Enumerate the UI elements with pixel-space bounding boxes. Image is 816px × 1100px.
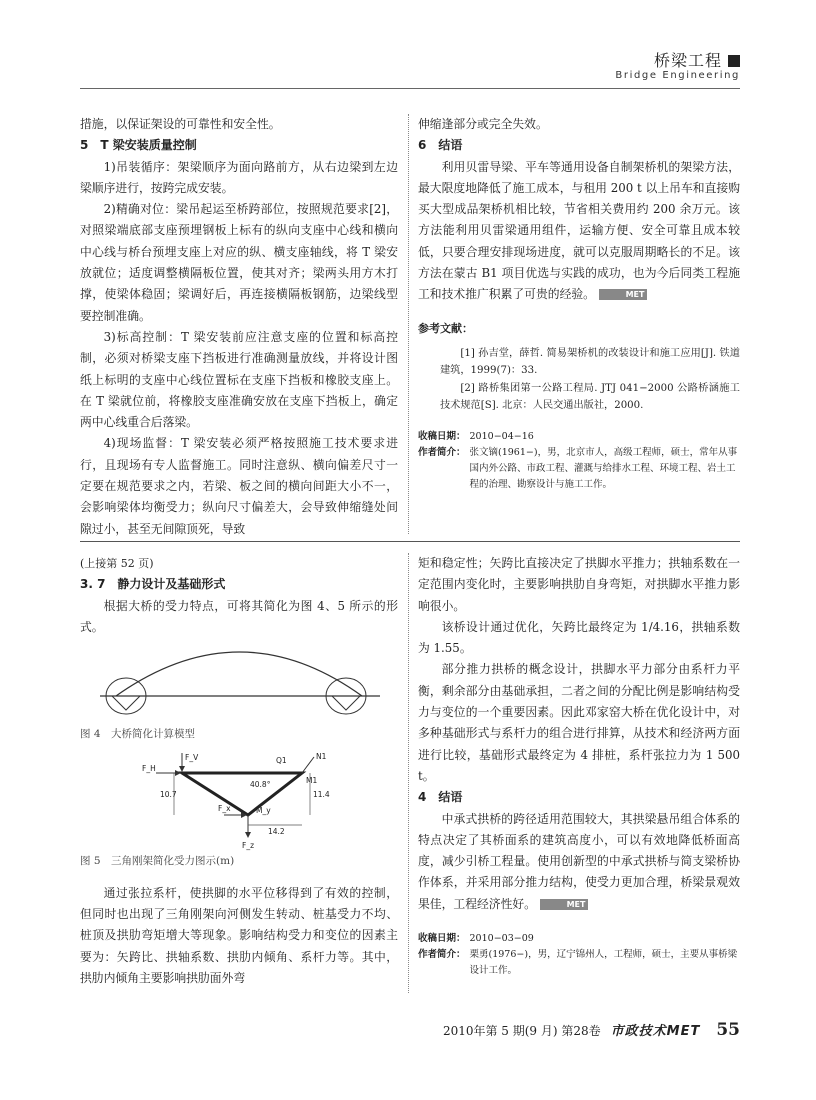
article-separator [80,541,740,542]
label-n1: N1 [316,752,327,762]
left-tri-frame [112,696,140,710]
top-left-column [80,114,398,540]
article-meta [418,429,740,493]
force-line-n1 [302,757,314,773]
label-fv: F_V [185,753,199,763]
bottom-left-column [80,553,398,989]
section-heading-3-7: 3. 7 静力设计及基础形式 [80,577,226,592]
article-meta [418,931,740,979]
label-fz: F_z [242,841,255,851]
bottom-right-column [418,553,740,979]
journal-section-title: 桥梁工程 [654,48,740,71]
paragraph: 根据大桥的受力特点，可将其简化为图 4、5 所示的形式。 [80,598,398,634]
label-fh: F_H [142,764,156,774]
arch-rib [116,652,362,696]
figure-4-caption: 图 4 大桥简化计算模型 [80,728,196,741]
paragraph: 矩和稳定性；矢跨比直接决定了拱脚水平推力；拱轴系数在一定范围内变化时，主要影响拱肋自身弯矩，对拱脚水平推力影响很小。 [418,556,740,613]
column-divider [408,553,409,993]
received-date: 2010−03−09 [469,933,534,945]
conclusion-text: 中承式拱桥的跨径适用范围较大，其拱梁悬吊组合体系的特点决定了其桥面系的建筑高度小，可以有效地降低桥面高度，减少引桥工程量。使用创新型的中承式拱桥与简支梁桥协作体系，并采用部分推力结构，使受力更加合理，桥梁景观效果佳，工程经济性好。 [418,811,740,911]
paragraph [418,809,740,915]
author-bio: 张文镝(1961−)，男，北京市人，高级工程师，硕士，常年从事国内外公路、市政工程、灌溉与给排水工程、环境工程、岩土工程的治理、勘察设计与施工工作。 [469,446,738,490]
page-number: 55 [716,1020,740,1040]
conclusion-text: 利用贝雷导梁、平车等通用设备自制架桥机的架梁方法，最大限度地降低了施工成本，与租用 200 t 以上吊车和直接购买大型成品架桥机相比较，节省相关费用约 200 余万元。该方法能利用贝雷梁通用组件，运输方便、安全可靠且成本较低，只要合理安排现场进度，就可以克服周期略长的不足。该方法在蒙古 B1 项目优选与实践的成功，也为今后同类工程施工和技术推广积累了可贵的经验。 [418,159,740,302]
label-my: M_y [256,806,271,816]
paragraph: 2)精确对位：梁吊起运至桥跨部位，按照规范要求[2]，对照梁端底部支座预埋钢板上标有的纵向支座中心线和横向中心线与桥台预埋支座上对应的纵、横支座轴线，将 T 梁安放就位；适度调整横隔板位置，使其对齐；梁两头用方木打撑，使梁体稳固；梁调好后，再连接横隔板钢筋，边梁线型要控制准确。 [80,202,398,323]
label-q1: Q1 [276,756,287,766]
journal-logo: 市政技术MET [610,1024,701,1039]
received-label: 收稿日期： [418,430,466,442]
figure-5-frame-forces [80,751,398,851]
paragraph: 通过张拉系杆，使拱脚的水平位移得到了有效的控制，但同时也出现了三角刚架向河侧发生转动、桩基受力不均、桩顶及拱肋弯矩增大等现象。影响结构受力和变位的因素主要为：矢跨比、拱轴系数、拱肋内倾角、系杆力等。其中，拱肋内倾角主要影响拱肋面外弯 [80,885,398,985]
author-label: 作者简介： [418,949,466,961]
label-h2: 11.4 [313,790,330,800]
label-angle: 40.8° [250,780,271,790]
received-date: 2010−04−16 [469,430,534,442]
journal-section-title-en: Bridge Engineering [615,70,740,81]
reference-item: [2] 路桥集团第一公路工程局. JTJ 041−2000 公路桥涵施工技术规范[S]. 北京：人民交通出版社，2000. [440,382,740,412]
label-m1: M1 [306,776,318,786]
page-footer [443,1020,740,1040]
label-h1: 10.7 [160,790,177,800]
paragraph: 4)现场监督：T 梁安装必须严格按照施工技术要求进行，且现场有专人监督施工。同时注意纵、横向偏差尺寸一定要在规范要求之内，若梁、板之间的横向间距大小不一，会影响梁体均衡受力；纵向尺寸偏差大，会导致伸缩缝处间隙过小，甚至无间隙顶死，导致 [80,436,398,536]
paragraph: 部分推力拱桥的概念设计，拱脚水平力部分由系杆力平衡，剩余部分由基础承担，二者之间的分配比例是影响结构受力与变位的一个重要因素。因此邓家窑大桥在优化设计中，对多种基础形式与系杆力的组合进行排算，从技术和经济两方面进行比较，基础形式最终定为 4 排桩，系杆张拉力为 1 500 t。 [418,662,740,783]
section-heading-6: 6 结语 [418,138,463,153]
reference-item: [1] 孙吉堂，薛哲. 简易架桥机的改装设计和施工应用[J]. 铁道建筑，1999(7)：33. [440,347,740,377]
paragraph [418,157,740,306]
column-divider [408,114,409,534]
author-bio: 栗勇(1976−)，男，辽宁锦州人，工程师，硕士，主要从事桥梁设计工作。 [469,949,738,977]
top-right-column [418,114,740,493]
section-heading-4: 4 结语 [418,790,463,805]
issue-info: 2010年第 5 期(9 月) 第28卷 [442,1024,601,1038]
paragraph: 措施，以保证架设的可靠性和安全性。 [80,117,281,131]
figure-5-caption: 图 5 三角刚架简化受力图示(m) [80,855,235,868]
author-label: 作者简介： [418,446,466,458]
received-label: 收稿日期： [418,933,466,945]
label-fx: F_x [218,804,231,814]
paragraph: 3)标高控制：T 梁安装前应注意支座的位置和标高控制，必须对桥梁支座下挡板进行准确测量放线，并将设计图纸上标明的支座中心线位置标在支座下挡板和橡胶支座上。在 T 梁就位前，将橡胶支座准确安放在支座下挡板上，确定两中心线重合后落梁。 [80,329,398,430]
references-heading: 参考文献： [418,321,473,335]
figure-4-arch-model [80,644,398,724]
section-heading-5: 5 T 梁安装质量控制 [80,138,197,153]
met-end-mark: MET [540,899,588,910]
paragraph: 伸缩逢部分或完全失效。 [418,117,548,131]
header-rule [80,88,740,89]
met-end-mark: MET [599,289,647,300]
label-width: 14.2 [268,827,285,837]
paragraph: 1)吊装循序：架梁顺序为面向路前方，从右边梁到左边梁顺序进行，按跨完成安装。 [80,159,398,195]
paragraph: 该桥设计通过优化，矢跨比最终定为 1/4.16，拱轴系数为 1.55。 [418,619,740,656]
header-square-mark [728,55,740,67]
triangle-frame [182,773,302,815]
continued-note: (上接第 52 页) [80,557,154,570]
right-tri-frame [332,696,360,710]
